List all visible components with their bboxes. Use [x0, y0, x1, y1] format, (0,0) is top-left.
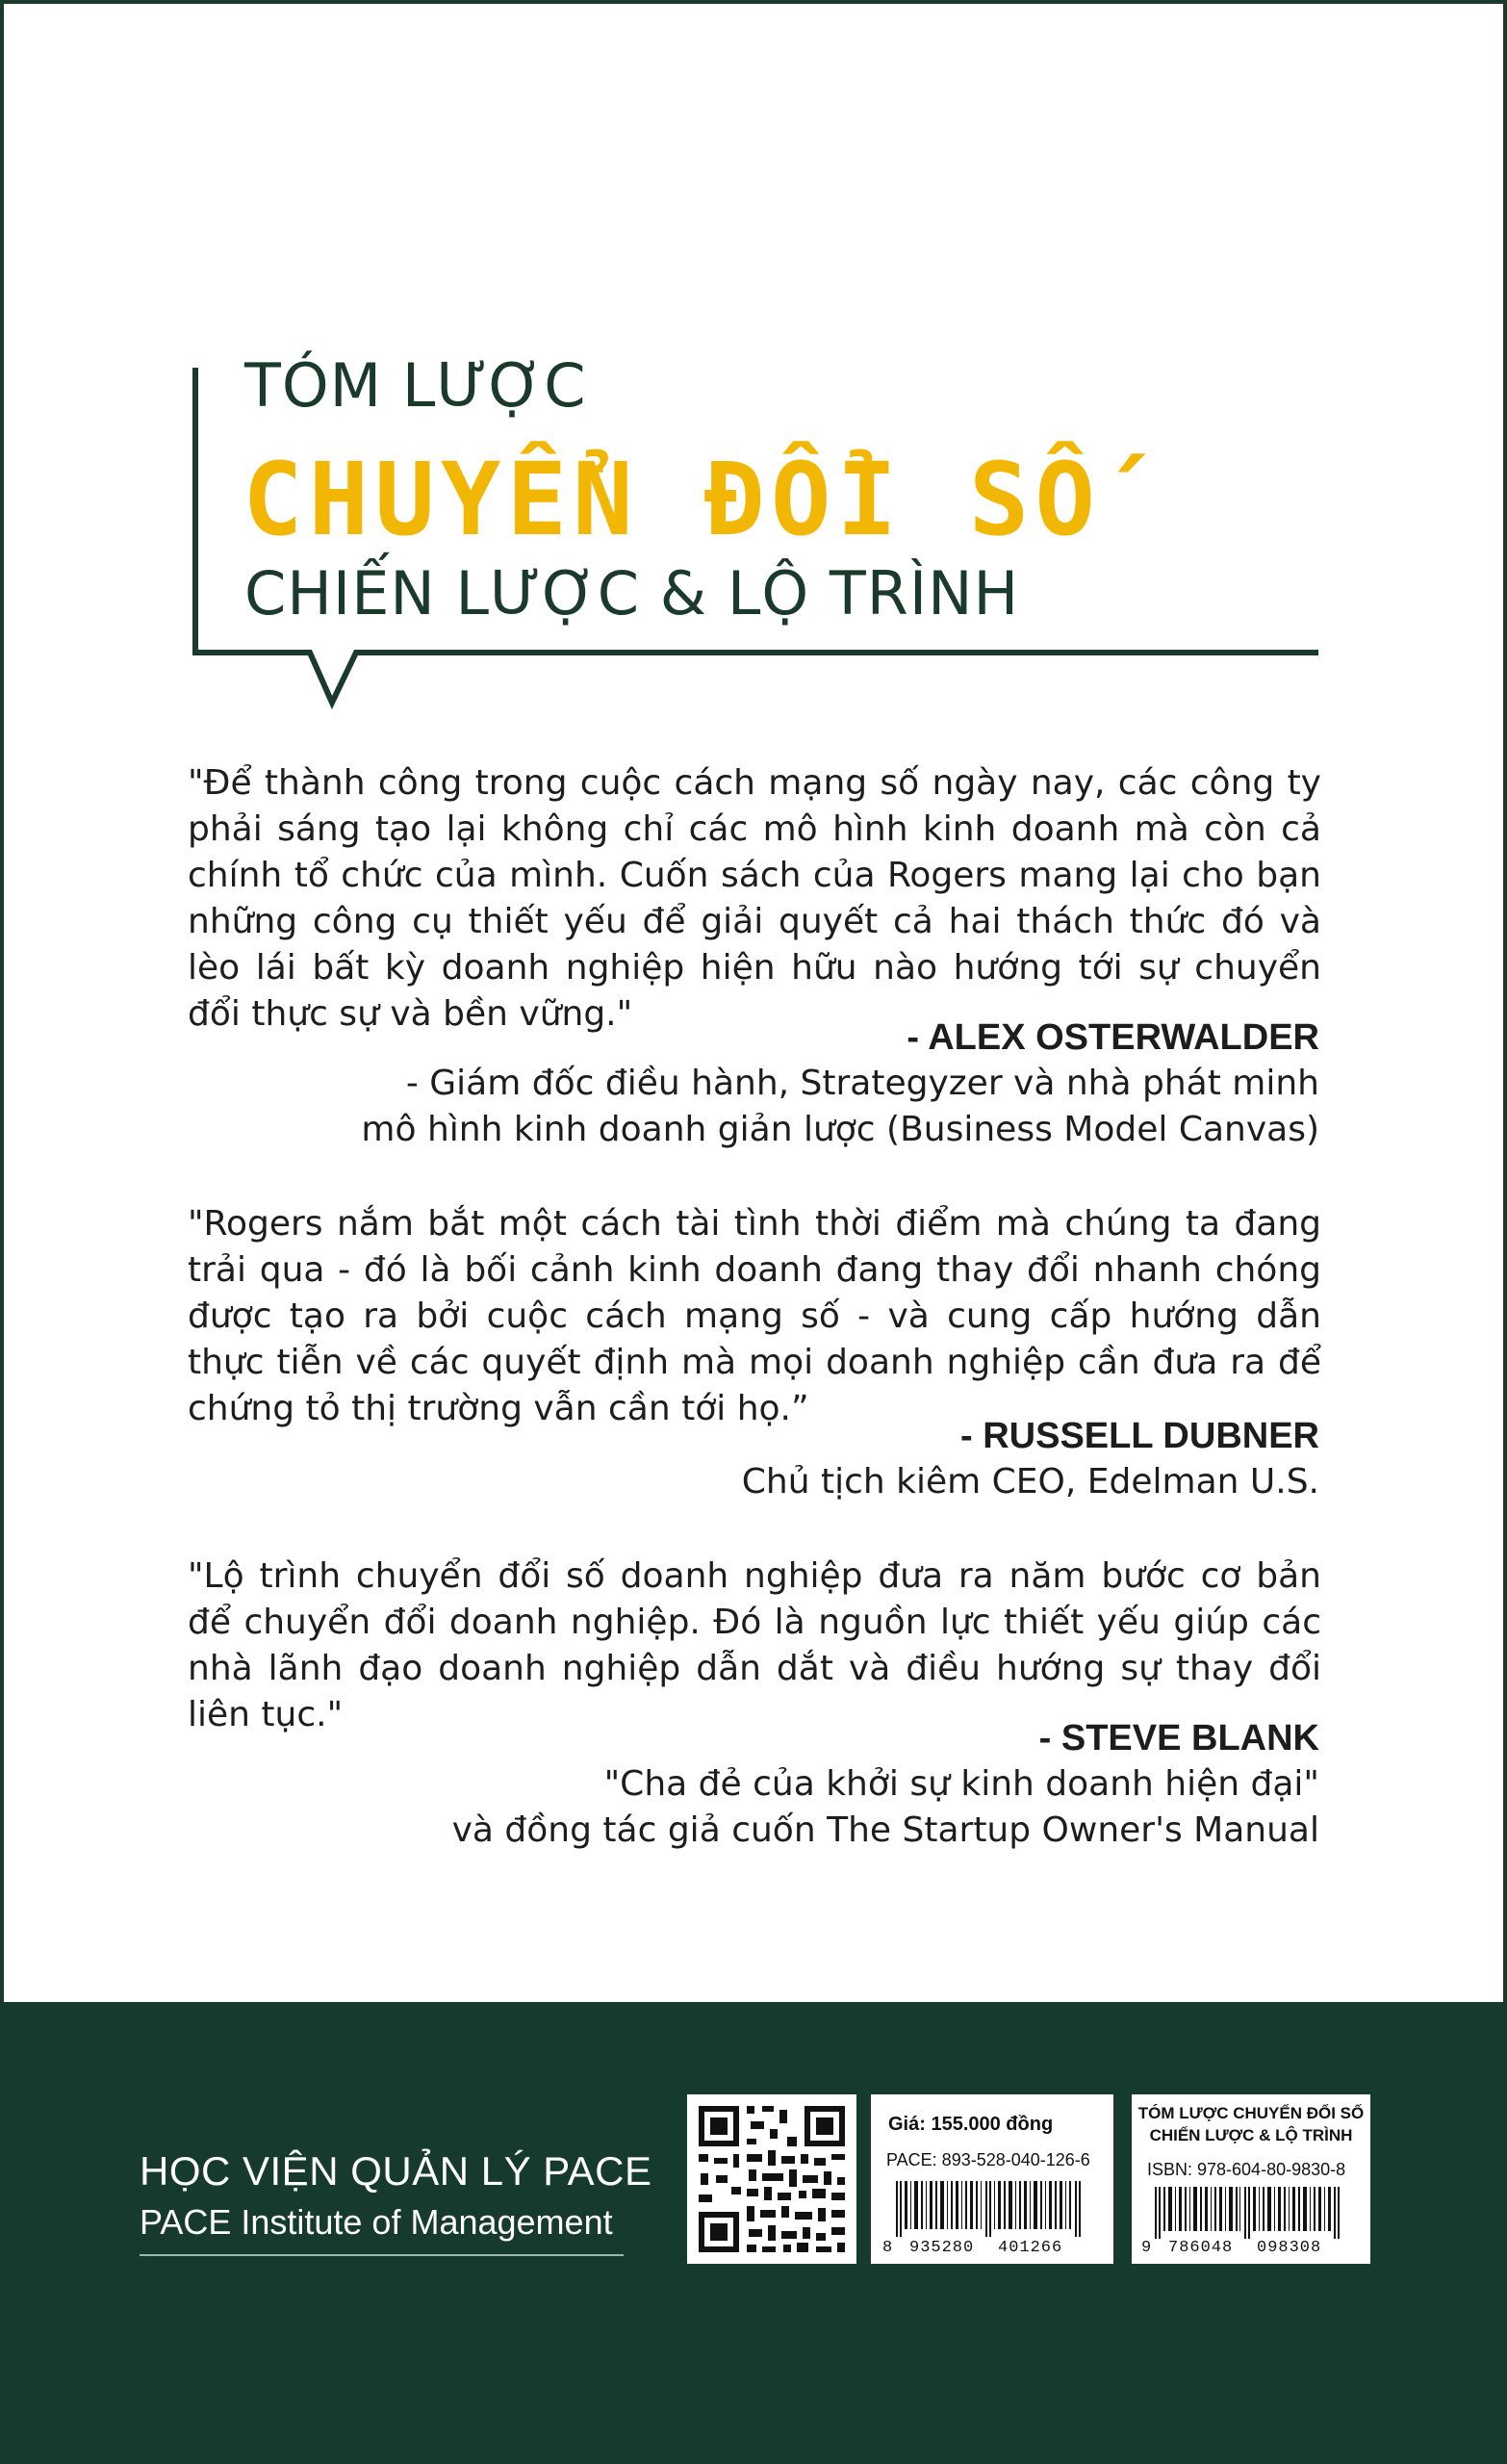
title-line-3: CHIẾN LƯỢC & LỘ TRÌNH	[244, 558, 1020, 629]
barcode-digits-right: 401266	[998, 2239, 1063, 2257]
title-line-2: CHUYỂN ĐỔI SỐ	[243, 441, 1101, 558]
author-role: - Giám đốc điều hành, Strategyzer và nhà phát minh	[405, 1064, 1319, 1103]
author-role: và đồng tác giả cuốn The Startup Owner's Manual	[451, 1810, 1319, 1850]
author-role: "Cha đẻ của khởi sự kinh doanh hiện đại"	[603, 1764, 1319, 1804]
quote-1: "Để thành công trong cuộc cách mạng số ngày nay, các công ty phải sáng tạo lại không chỉ các mô hình kinh doanh mà còn cả chính tổ chức của mình. Cuốn sách của Rogers mang lại cho bạn những công cụ thiết yếu để giải quyết cả hai thách thức đó và lèo lái bất kỳ doanh nghiệp hiện hữu nào hướng tới sự chuyển đổi thực sự và bền vững."	[188, 763, 1321, 1034]
publisher-name-vi: HỌC VIỆN QUẢN LÝ PACE	[140, 2148, 652, 2194]
quote-3: "Lộ trình chuyển đổi số doanh nghiệp đưa ra năm bước cơ bản để chuyển đổi doanh nghiệp. Đó là nguồn lực thiết yếu giúp các nhà lãnh đạo doanh nghiệp dẫn dắt và điều hướng sự thay đổi liên tục."	[188, 1556, 1321, 1734]
price-text: Giá: 155.000 đồng	[888, 2114, 1054, 2135]
isbn-title-1: TÓM LƯỢC CHUYỂN ĐỔI SỐ	[1137, 2104, 1365, 2122]
barcode-digit-first: 9	[1141, 2239, 1153, 2257]
isbn-label	[1132, 2094, 1370, 2264]
barcode-icon	[1145, 2187, 1357, 2239]
isbn-title-2: CHIẾN LƯỢC & LỘ TRÌNH	[1149, 2126, 1353, 2144]
quote-2: "Rogers nắm bắt một cách tài tình thời điểm mà chúng ta đang trải qua - đó là bối cảnh kinh doanh đang thay đổi nhanh chóng được tạo ra bởi cuộc cách mạng số - và cung cấp hướng dẫn thực tiễn về các quyết định mà mọi doanh nghiệp cần đưa ra để chứng tỏ thị trường vẫn cần tới họ.”	[188, 1204, 1321, 1428]
barcode-digit-first: 8	[882, 2239, 894, 2257]
publisher-name-en: PACE Institute of Management	[140, 2202, 613, 2242]
title-line-1: TÓM LƯỢC	[244, 350, 587, 421]
isbn-number: ISBN: 978-604-80-9830-8	[1147, 2160, 1346, 2179]
author-name: - ALEX OSTERWALDER	[907, 1017, 1319, 1058]
attribution-2	[742, 1413, 1319, 1505]
price-label	[871, 2094, 1113, 2264]
barcode-digits-right: 098308	[1257, 2239, 1322, 2257]
author-name: - RUSSELL DUBNER	[960, 1416, 1319, 1456]
qr-code-icon	[687, 2094, 856, 2264]
qr-code	[687, 2094, 856, 2264]
pace-code: PACE: 893-528-040-126-6	[886, 2150, 1090, 2169]
author-role: mô hình kinh doanh giản lược (Business Model Canvas)	[361, 1110, 1319, 1149]
barcode-digits-left: 935280	[909, 2239, 975, 2257]
publisher-underline	[140, 2254, 624, 2256]
barcode-digits-left: 786048	[1168, 2239, 1234, 2257]
author-name: - STEVE BLANK	[1038, 1718, 1319, 1758]
author-role: Chủ tịch kiêm CEO, Edelman U.S.	[741, 1462, 1319, 1502]
barcode-icon	[886, 2181, 1098, 2237]
attribution-3	[452, 1715, 1319, 1854]
attribution-1	[361, 1014, 1319, 1153]
